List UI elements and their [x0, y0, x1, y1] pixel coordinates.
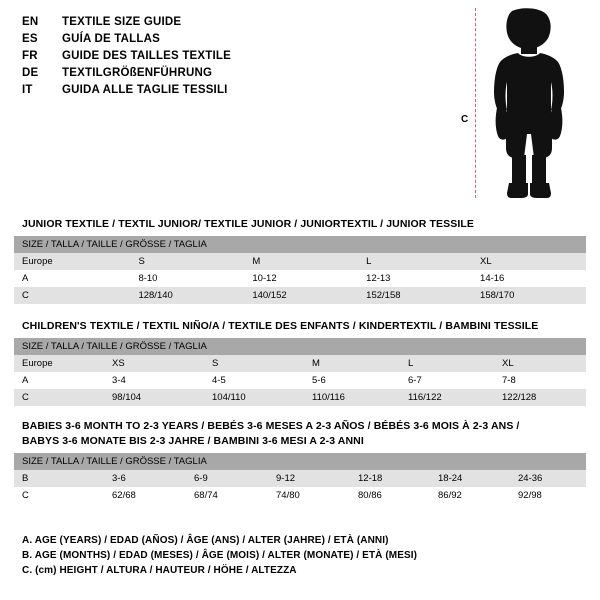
language-row [22, 84, 422, 101]
row-label: B [14, 470, 104, 487]
language-row [22, 67, 422, 84]
cell: 152/158 [358, 287, 472, 304]
table-row [14, 470, 586, 487]
cell: 6-7 [400, 372, 494, 389]
cell: 5-6 [304, 372, 400, 389]
cell: 9-12 [268, 470, 350, 487]
toddler-silhouette-icon [479, 8, 579, 200]
cell: 6-9 [186, 470, 268, 487]
row-label: Europe [14, 355, 104, 372]
table-row [14, 253, 586, 270]
cell: 4-5 [204, 372, 304, 389]
table-header-row [14, 338, 586, 355]
row-label: Europe [14, 253, 130, 270]
cell: S [204, 355, 304, 372]
cell: 18-24 [430, 470, 510, 487]
cell: 80/86 [350, 487, 430, 504]
size-header-label: SIZE / TALLA / TAILLE / GRÖSSE / TAGLIA [14, 236, 586, 253]
language-code: EN [22, 16, 39, 28]
language-row [22, 50, 422, 67]
language-title: TEXTILGRÖßENFÜHRUNG [62, 67, 213, 79]
row-label: A [14, 372, 104, 389]
cell: M [304, 355, 400, 372]
cell: L [358, 253, 472, 270]
language-row [22, 16, 422, 33]
language-title: GUIDA ALLE TAGLIE TESSILI [62, 84, 228, 96]
cell: 3-6 [104, 470, 186, 487]
table-header-row [14, 453, 586, 470]
cell: 92/98 [510, 487, 586, 504]
cell: 140/152 [244, 287, 358, 304]
language-code: DE [22, 67, 39, 79]
cell: 74/80 [268, 487, 350, 504]
table-row [14, 487, 586, 504]
babies-size-table [14, 453, 586, 504]
legend-item-age-years: A. AGE (YEARS) / EDAD (AÑOS) / ÂGE (ANS) / ALTER (JAHRE) / ETÀ (ANNI) [22, 535, 389, 546]
row-label: A [14, 270, 130, 287]
language-code: ES [22, 33, 38, 45]
section-title-babies-line2: BABYS 3-6 MONATE BIS 2-3 JAHRE / BAMBINI 3-6 MESI A 2-3 ANNI [22, 435, 364, 447]
height-measure-line [475, 8, 476, 198]
cell: 68/74 [186, 487, 268, 504]
cell: 14-16 [472, 270, 586, 287]
cell: XL [494, 355, 586, 372]
cell: 3-4 [104, 372, 204, 389]
cell: 62/68 [104, 487, 186, 504]
size-header-label: SIZE / TALLA / TAILLE / GRÖSSE / TAGLIA [14, 453, 586, 470]
cell: XS [104, 355, 204, 372]
section-title-babies: BABIES 3-6 MONTH TO 2-3 YEARS / BEBÉS 3-6 MESES A 2-3 AÑOS / BÉBÉS 3-6 MOIS À 2-3 ANS / [22, 420, 520, 432]
cell: XL [472, 253, 586, 270]
measure-label-c: C [461, 114, 469, 125]
table-row [14, 287, 586, 304]
children-size-table [14, 338, 586, 406]
table-row [14, 270, 586, 287]
cell: M [244, 253, 358, 270]
table-row [14, 372, 586, 389]
cell: 158/170 [472, 287, 586, 304]
language-code: IT [22, 84, 33, 96]
cell: 122/128 [494, 389, 586, 406]
table-header-row [14, 236, 586, 253]
language-title: GUIDE DES TAILLES TEXTILE [62, 50, 231, 62]
row-label: C [14, 389, 104, 406]
legend-item-height: C. (cm) HEIGHT / ALTURA / HAUTEUR / HÖHE / ALTEZZA [22, 565, 297, 576]
language-code: FR [22, 50, 38, 62]
language-titles [22, 16, 422, 101]
section-title-children: CHILDREN'S TEXTILE / TEXTIL NIÑO/A / TEXTILE DES ENFANTS / KINDERTEXTIL / BAMBINI TESSILE [22, 320, 539, 332]
language-title: GUÍA DE TALLAS [62, 33, 160, 45]
table-row [14, 355, 586, 372]
language-row [22, 33, 422, 50]
section-title-junior: JUNIOR TEXTILE / TEXTIL JUNIOR/ TEXTILE JUNIOR / JUNIORTEXTIL / JUNIOR TESSILE [22, 218, 474, 230]
measurement-figure [455, 8, 585, 203]
cell: 10-12 [244, 270, 358, 287]
cell: 12-13 [358, 270, 472, 287]
cell: 8-10 [130, 270, 244, 287]
cell: 24-36 [510, 470, 586, 487]
junior-size-table [14, 236, 586, 304]
size-header-label: SIZE / TALLA / TAILLE / GRÖSSE / TAGLIA [14, 338, 586, 355]
cell: S [130, 253, 244, 270]
cell: 128/140 [130, 287, 244, 304]
cell: 7-8 [494, 372, 586, 389]
legend [22, 533, 582, 578]
cell: 110/116 [304, 389, 400, 406]
cell: 12-18 [350, 470, 430, 487]
row-label: C [14, 287, 130, 304]
legend-item-age-months: B. AGE (MONTHS) / EDAD (MESES) / ÂGE (MOIS) / ALTER (MONATE) / ETÀ (MESI) [22, 550, 418, 561]
row-label: C [14, 487, 104, 504]
cell: 116/122 [400, 389, 494, 406]
cell: L [400, 355, 494, 372]
cell: 86/92 [430, 487, 510, 504]
language-title: TEXTILE SIZE GUIDE [62, 16, 182, 28]
table-row [14, 389, 586, 406]
cell: 98/104 [104, 389, 204, 406]
cell: 104/110 [204, 389, 304, 406]
